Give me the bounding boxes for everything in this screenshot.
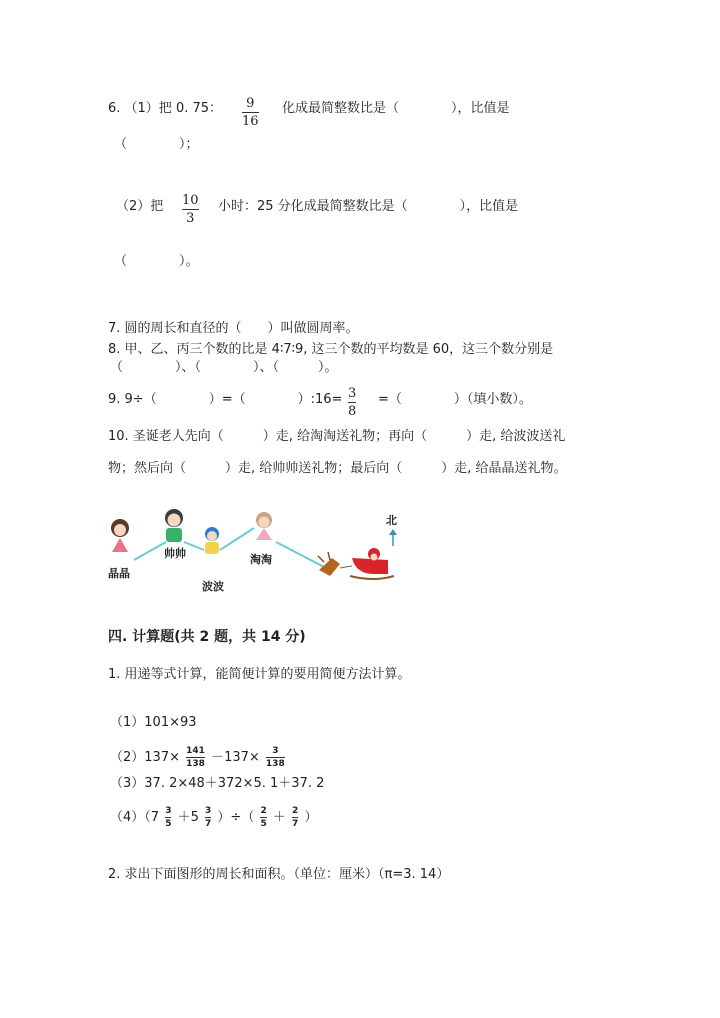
expr4-part-d: ＋ bbox=[272, 810, 286, 825]
fraction-denominator: 3 bbox=[186, 211, 195, 226]
q6-fraction-9-16 bbox=[242, 96, 259, 129]
fraction-numerator: 3 bbox=[205, 806, 212, 816]
q10-line2: 物；然后向（ ）走, 给帅帅送礼物；最后向（ ）走, 给晶晶送礼物。 bbox=[108, 461, 567, 476]
label-north: 北 bbox=[386, 514, 397, 527]
label-jingjing: 晶晶 bbox=[108, 567, 130, 580]
expr2-fraction-141-138 bbox=[186, 746, 205, 769]
fraction-denominator: 5 bbox=[165, 819, 172, 829]
fraction-numerator: 10 bbox=[182, 193, 199, 208]
q8-line2: （ ）、（ ）、（ ）。 bbox=[110, 360, 338, 375]
expr3: （3）37. 2×48＋372×5. 1＋37. 2 bbox=[110, 776, 325, 791]
q9-fraction-3-8 bbox=[348, 386, 356, 419]
fraction-denominator: 138 bbox=[186, 759, 205, 769]
fraction-denominator: 7 bbox=[292, 819, 299, 829]
section4-heading: 四. 计算题(共 2 题，共 14 分) bbox=[108, 629, 306, 645]
fraction-denominator: 8 bbox=[348, 404, 357, 419]
fraction-denominator: 5 bbox=[260, 819, 267, 829]
route-line-jingjing-shuaishuai bbox=[134, 542, 166, 560]
q6-part2-text-a: （2）把 bbox=[116, 199, 164, 214]
fraction-numerator: 3 bbox=[165, 806, 172, 816]
expr2-part-a: （2）137× bbox=[110, 750, 180, 765]
north-arrow-icon bbox=[389, 529, 397, 546]
q6-part1-text-a: 6. （1）把 0. 75： bbox=[108, 101, 223, 116]
fraction-denominator: 7 bbox=[205, 819, 212, 829]
fraction-numerator: 2 bbox=[292, 806, 299, 816]
label-taotao: 淘淘 bbox=[250, 553, 272, 566]
route-line-taotao-santa bbox=[276, 542, 326, 568]
q9-text-a: 9. 9÷（ ）=（ ）:16= bbox=[108, 392, 343, 407]
expr4-fraction-4 bbox=[292, 806, 298, 829]
label-shuaishuai: 帅帅 bbox=[164, 547, 186, 560]
fraction-numerator: 141 bbox=[186, 746, 205, 756]
jingjing-figure bbox=[111, 519, 129, 552]
q6-part2-text-b: 小时：25 分化成最简整数比是（ ），比值是 bbox=[218, 199, 519, 214]
q6-part2-text-c: （ ）。 bbox=[114, 254, 199, 269]
expr4-part-c: ）÷（ bbox=[217, 810, 255, 825]
fraction-denominator: 16 bbox=[242, 114, 259, 129]
route-line-shuaishuai-bobo bbox=[184, 542, 204, 550]
expr2-part-b: －137× bbox=[211, 750, 260, 765]
expr4-fraction-2 bbox=[205, 806, 211, 829]
q10-line1: 10. 圣诞老人先向（ ）走, 给淘淘送礼物；再向（ ）走, 给波波送礼 bbox=[108, 429, 566, 444]
expr4-fraction-1 bbox=[165, 806, 171, 829]
expr4 bbox=[110, 806, 317, 829]
fraction-denominator: 138 bbox=[265, 759, 285, 769]
q6-fraction-10-3 bbox=[182, 193, 199, 226]
fraction-numerator: 3 bbox=[272, 746, 279, 756]
expr2-fraction-3-138 bbox=[266, 746, 285, 769]
santa-sleigh-figure bbox=[318, 548, 394, 579]
fraction-numerator: 9 bbox=[246, 96, 255, 111]
expr1: （1）101×93 bbox=[110, 715, 197, 730]
q7-text: 7. 圆的周长和直径的（ ）叫做圆周率。 bbox=[108, 321, 359, 336]
q6-part1-text-c: （ ）； bbox=[114, 137, 199, 152]
bobo-figure bbox=[205, 527, 219, 554]
route-line-bobo-taotao bbox=[220, 528, 254, 550]
expr4-part-e: ） bbox=[304, 810, 318, 825]
santa-route-figure bbox=[104, 508, 424, 602]
q8-line1: 8. 甲、乙、丙三个数的比是 4∶7∶9, 这三个数的平均数是 60，这三个数分别是 bbox=[108, 342, 554, 357]
q6-part1-text-b: 化成最简整数比是（ ），比值是 bbox=[282, 101, 510, 116]
expr4-part-a: （4）（7 bbox=[110, 810, 160, 825]
expr4-part-b: ＋5 bbox=[177, 810, 199, 825]
section4-q1-instruction: 1. 用递等式计算，能简便计算的要用简便方法计算。 bbox=[108, 667, 411, 682]
taotao-figure bbox=[256, 512, 272, 540]
expr4-fraction-3 bbox=[260, 806, 266, 829]
q9-text-b: =（ ）（填小数）。 bbox=[378, 392, 532, 407]
expr2 bbox=[110, 746, 287, 769]
fraction-numerator: 3 bbox=[348, 386, 357, 401]
section4-q2-instruction: 2. 求出下面图形的周长和面积。（单位：厘米）（π=3. 14） bbox=[108, 867, 450, 882]
label-bobo: 波波 bbox=[202, 580, 224, 593]
fraction-numerator: 2 bbox=[260, 806, 267, 816]
shuaishuai-figure bbox=[165, 509, 183, 542]
